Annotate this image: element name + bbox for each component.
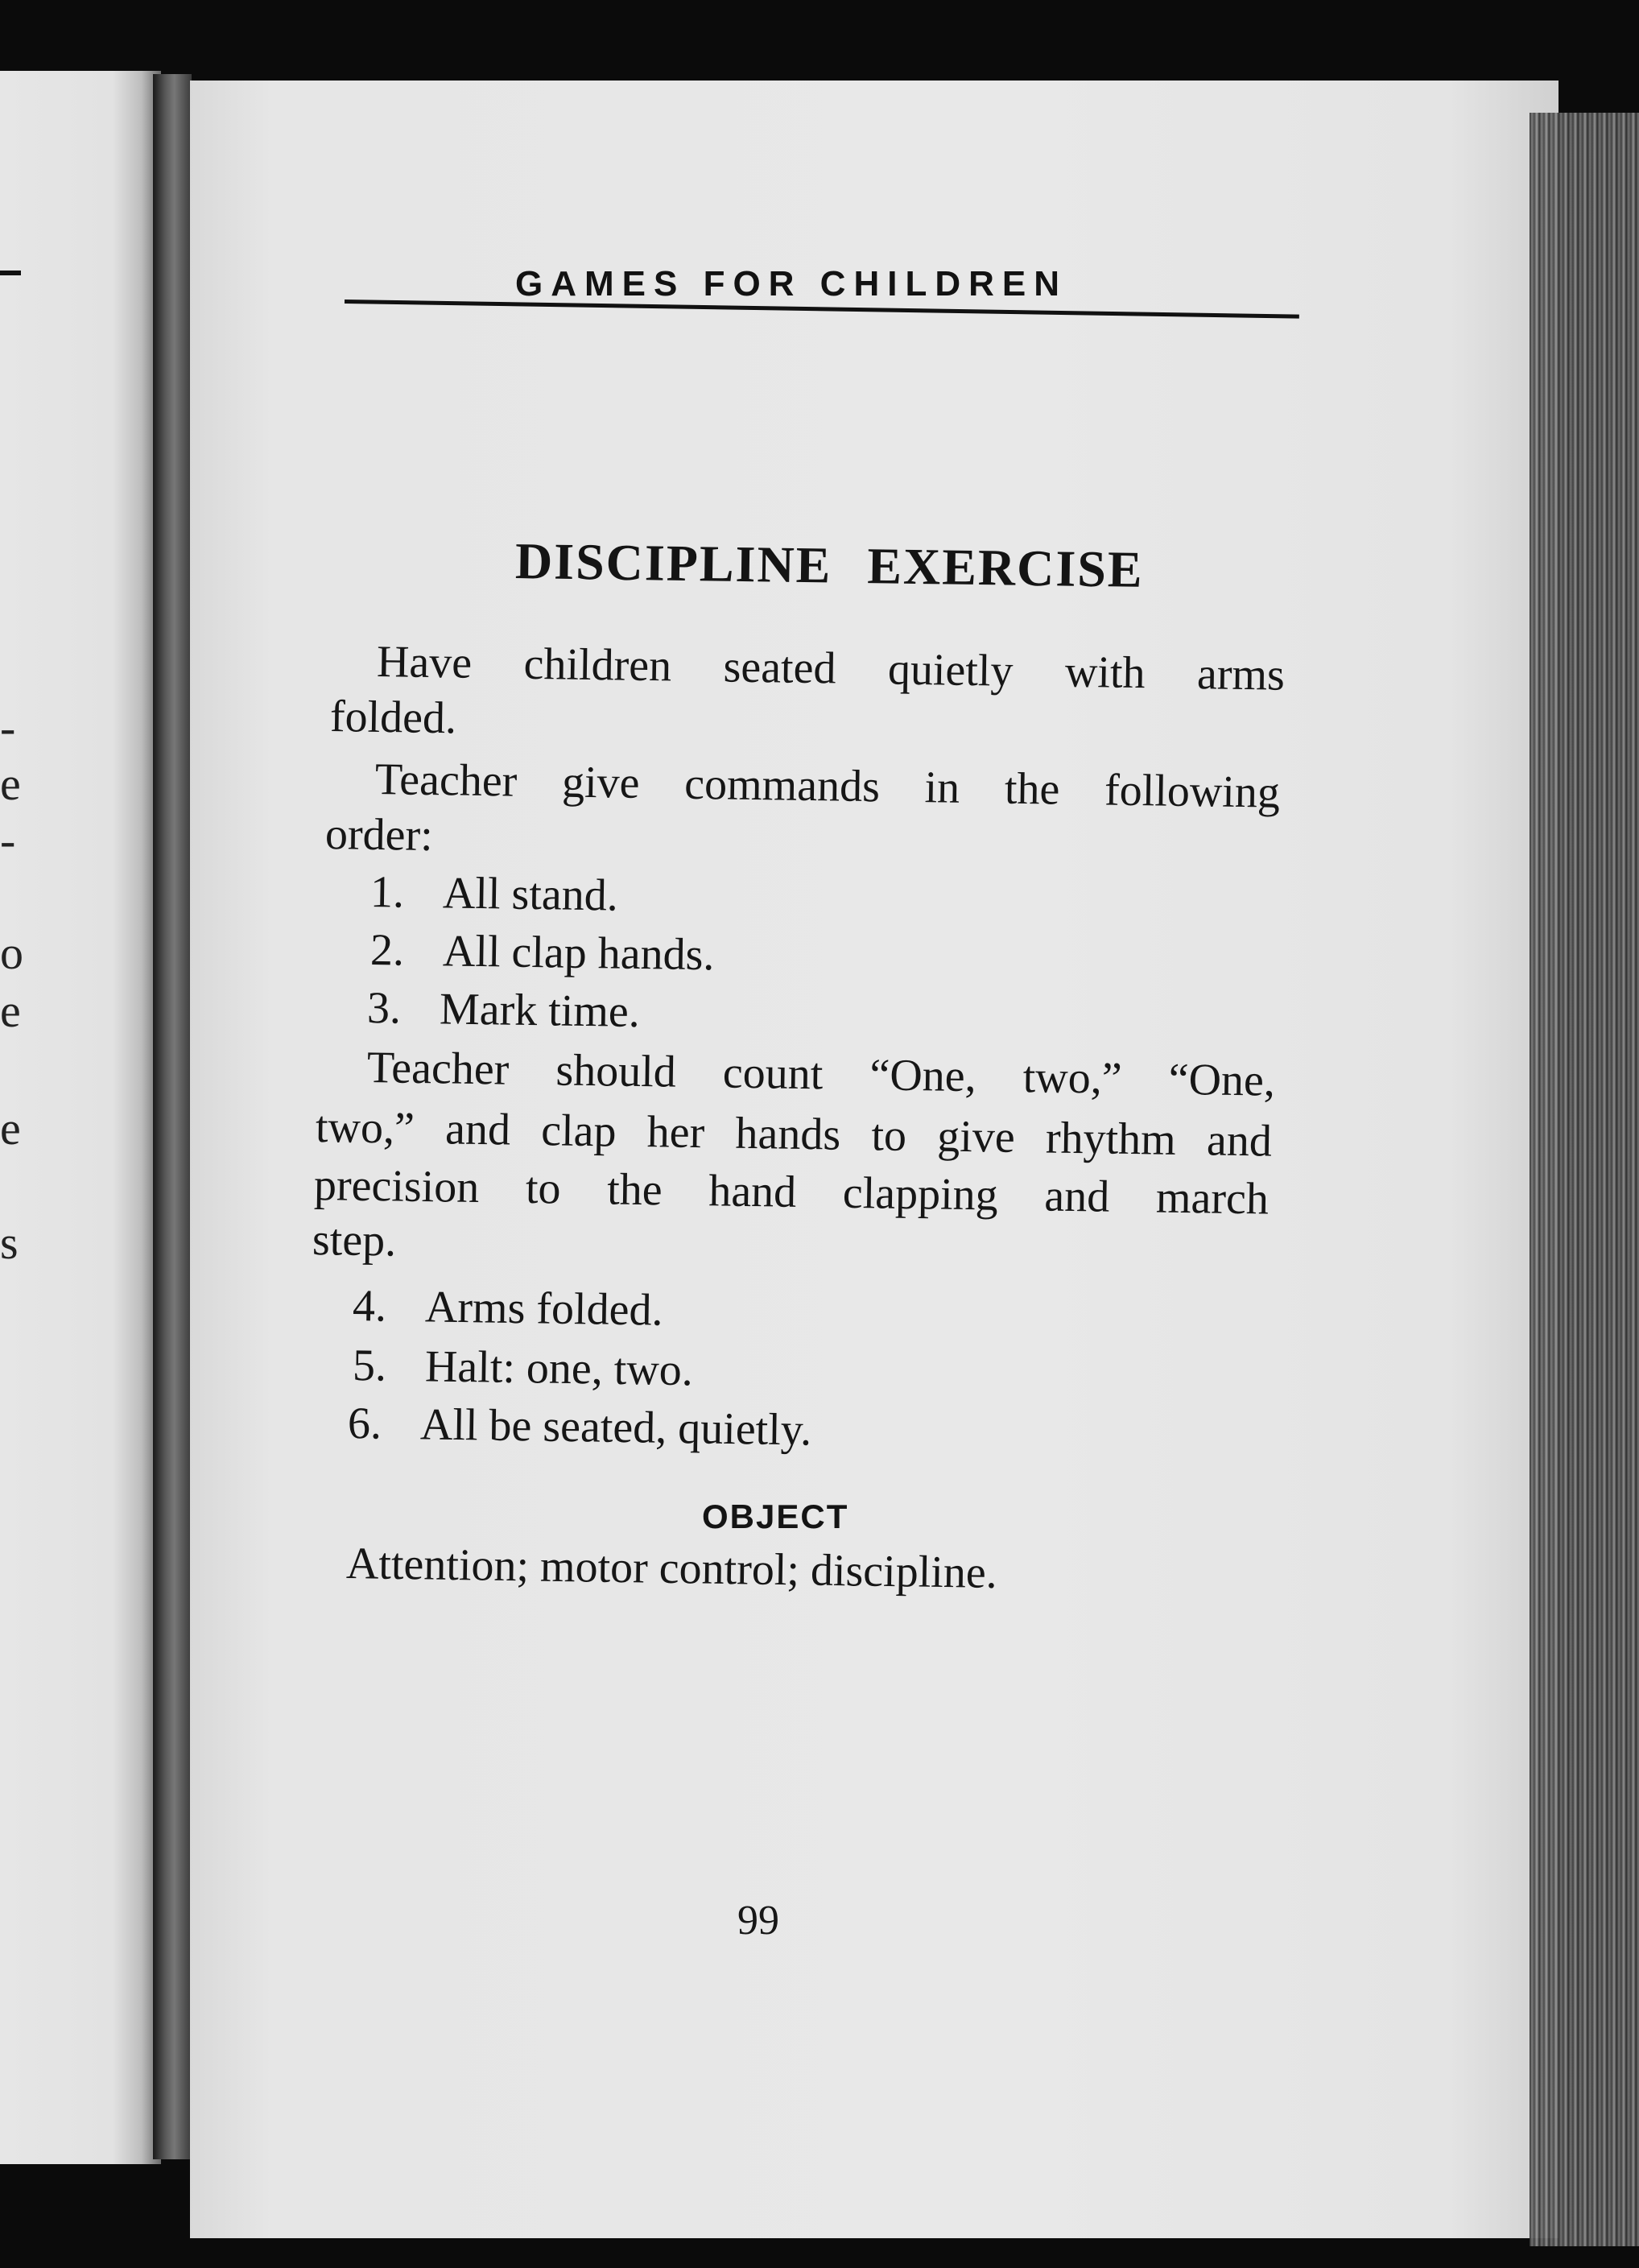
- book-gutter: [153, 74, 192, 2159]
- facing-page-fragment: e: [0, 758, 21, 810]
- paragraph-line: Have children seated quietly with arms: [376, 637, 1286, 700]
- list-item-text: All clap hands.: [442, 926, 715, 981]
- list-item-number: 2.: [369, 925, 405, 976]
- object-text: Attention; motor control; discipline.: [345, 1539, 998, 1598]
- list-item-number: 3.: [366, 983, 402, 1034]
- paragraph-line: precision to the hand clapping and march: [313, 1160, 1270, 1225]
- list-item: [353, 1280, 663, 1336]
- list-item: [370, 924, 715, 981]
- paragraph-line: folded.: [329, 692, 457, 744]
- facing-page: [0, 71, 161, 2164]
- running-head: GAMES FOR CHILDREN: [515, 264, 1067, 304]
- list-item: [348, 1398, 812, 1456]
- list-item-number: 6.: [347, 1398, 382, 1449]
- facing-page-fragment: s: [0, 1217, 19, 1269]
- list-item-text: Mark time.: [439, 984, 641, 1038]
- list-item-number: 1.: [369, 867, 405, 918]
- section-title: DISCIPLINE EXERCISE: [514, 532, 1145, 598]
- list-item: [367, 982, 641, 1038]
- facing-page-fragment: -: [0, 701, 16, 754]
- paragraph-line: Teacher should count “One, two,” “One,: [366, 1043, 1276, 1106]
- facing-page-fragment: e: [0, 985, 21, 1037]
- list-item: [370, 866, 619, 922]
- list-item-text: Arms folded.: [424, 1282, 663, 1336]
- facing-page-fragment: e: [0, 1102, 21, 1155]
- facing-page-rule: [0, 271, 21, 275]
- facing-page-fragment: o: [0, 927, 23, 979]
- paragraph-line: Teacher give commands in the following: [374, 754, 1281, 818]
- paragraph-line: order:: [324, 809, 434, 861]
- list-item-text: Halt: one, two.: [424, 1341, 694, 1396]
- list-item-text: All stand.: [442, 868, 619, 921]
- paragraph-line: step.: [312, 1215, 397, 1266]
- page-edge: [1530, 113, 1639, 2246]
- page-number: 99: [737, 1898, 779, 1944]
- object-heading: OBJECT: [702, 1498, 849, 1535]
- list-item-number: 5.: [352, 1341, 387, 1391]
- facing-page-fragment: -: [0, 814, 16, 866]
- list-item-text: All be seated, quietly.: [419, 1399, 812, 1456]
- paragraph-line: two,” and clap her hands to give rhythm and: [315, 1102, 1273, 1167]
- list-item: [353, 1340, 694, 1396]
- list-item-number: 4.: [352, 1281, 387, 1332]
